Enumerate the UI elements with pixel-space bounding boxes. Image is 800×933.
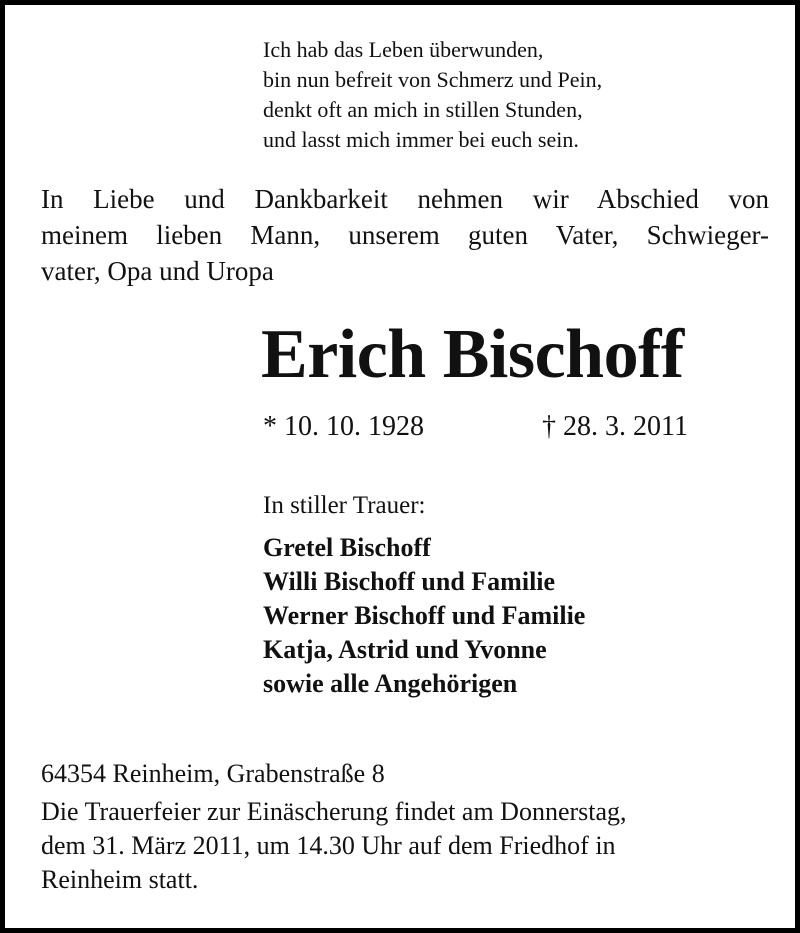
deceased-name: Erich Bischoff bbox=[261, 316, 684, 393]
ceremony-line: Die Trauerfeier zur Einäscherung findet am Donnerstag, bbox=[41, 797, 627, 826]
memorial-poem bbox=[263, 35, 602, 155]
poem-line: und lasst mich immer bei euch sein. bbox=[263, 127, 579, 152]
mourner-name: Werner Bischoff und Familie bbox=[263, 601, 586, 630]
ceremony-line: Reinheim statt. bbox=[41, 865, 199, 894]
death-date: † 28. 3. 2011 bbox=[542, 411, 688, 442]
farewell-line: meinem lieben Mann, unserem guten Vater, Schwieger- bbox=[41, 220, 769, 250]
birth-date: * 10. 10. 1928 bbox=[263, 411, 424, 442]
mourner-name: sowie alle Angehörigen bbox=[263, 669, 518, 698]
farewell-text bbox=[41, 181, 769, 289]
poem-line: bin nun befreit von Schmerz und Pein, bbox=[263, 67, 603, 92]
mourner-name: Willi Bischoff und Familie bbox=[263, 567, 556, 596]
ceremony-line: dem 31. März 2011, um 14.30 Uhr auf dem Friedhof in bbox=[41, 831, 616, 860]
ceremony-info bbox=[41, 795, 769, 897]
mourning-label: In stiller Trauer: bbox=[263, 492, 426, 519]
poem-line: denkt oft an mich in stillen Stunden, bbox=[263, 97, 583, 122]
family-address: 64354 Reinheim, Grabenstraße 8 bbox=[41, 759, 385, 788]
poem-line: Ich hab das Leben überwunden, bbox=[263, 37, 544, 62]
mourners-list bbox=[263, 531, 585, 701]
mourner-name: Gretel Bischoff bbox=[263, 533, 431, 562]
farewell-line: vater, Opa und Uropa bbox=[41, 256, 274, 286]
farewell-line: In Liebe und Dankbarkeit nehmen wir Abschied von bbox=[41, 184, 769, 214]
mourner-name: Katja, Astrid und Yvonne bbox=[263, 635, 547, 664]
